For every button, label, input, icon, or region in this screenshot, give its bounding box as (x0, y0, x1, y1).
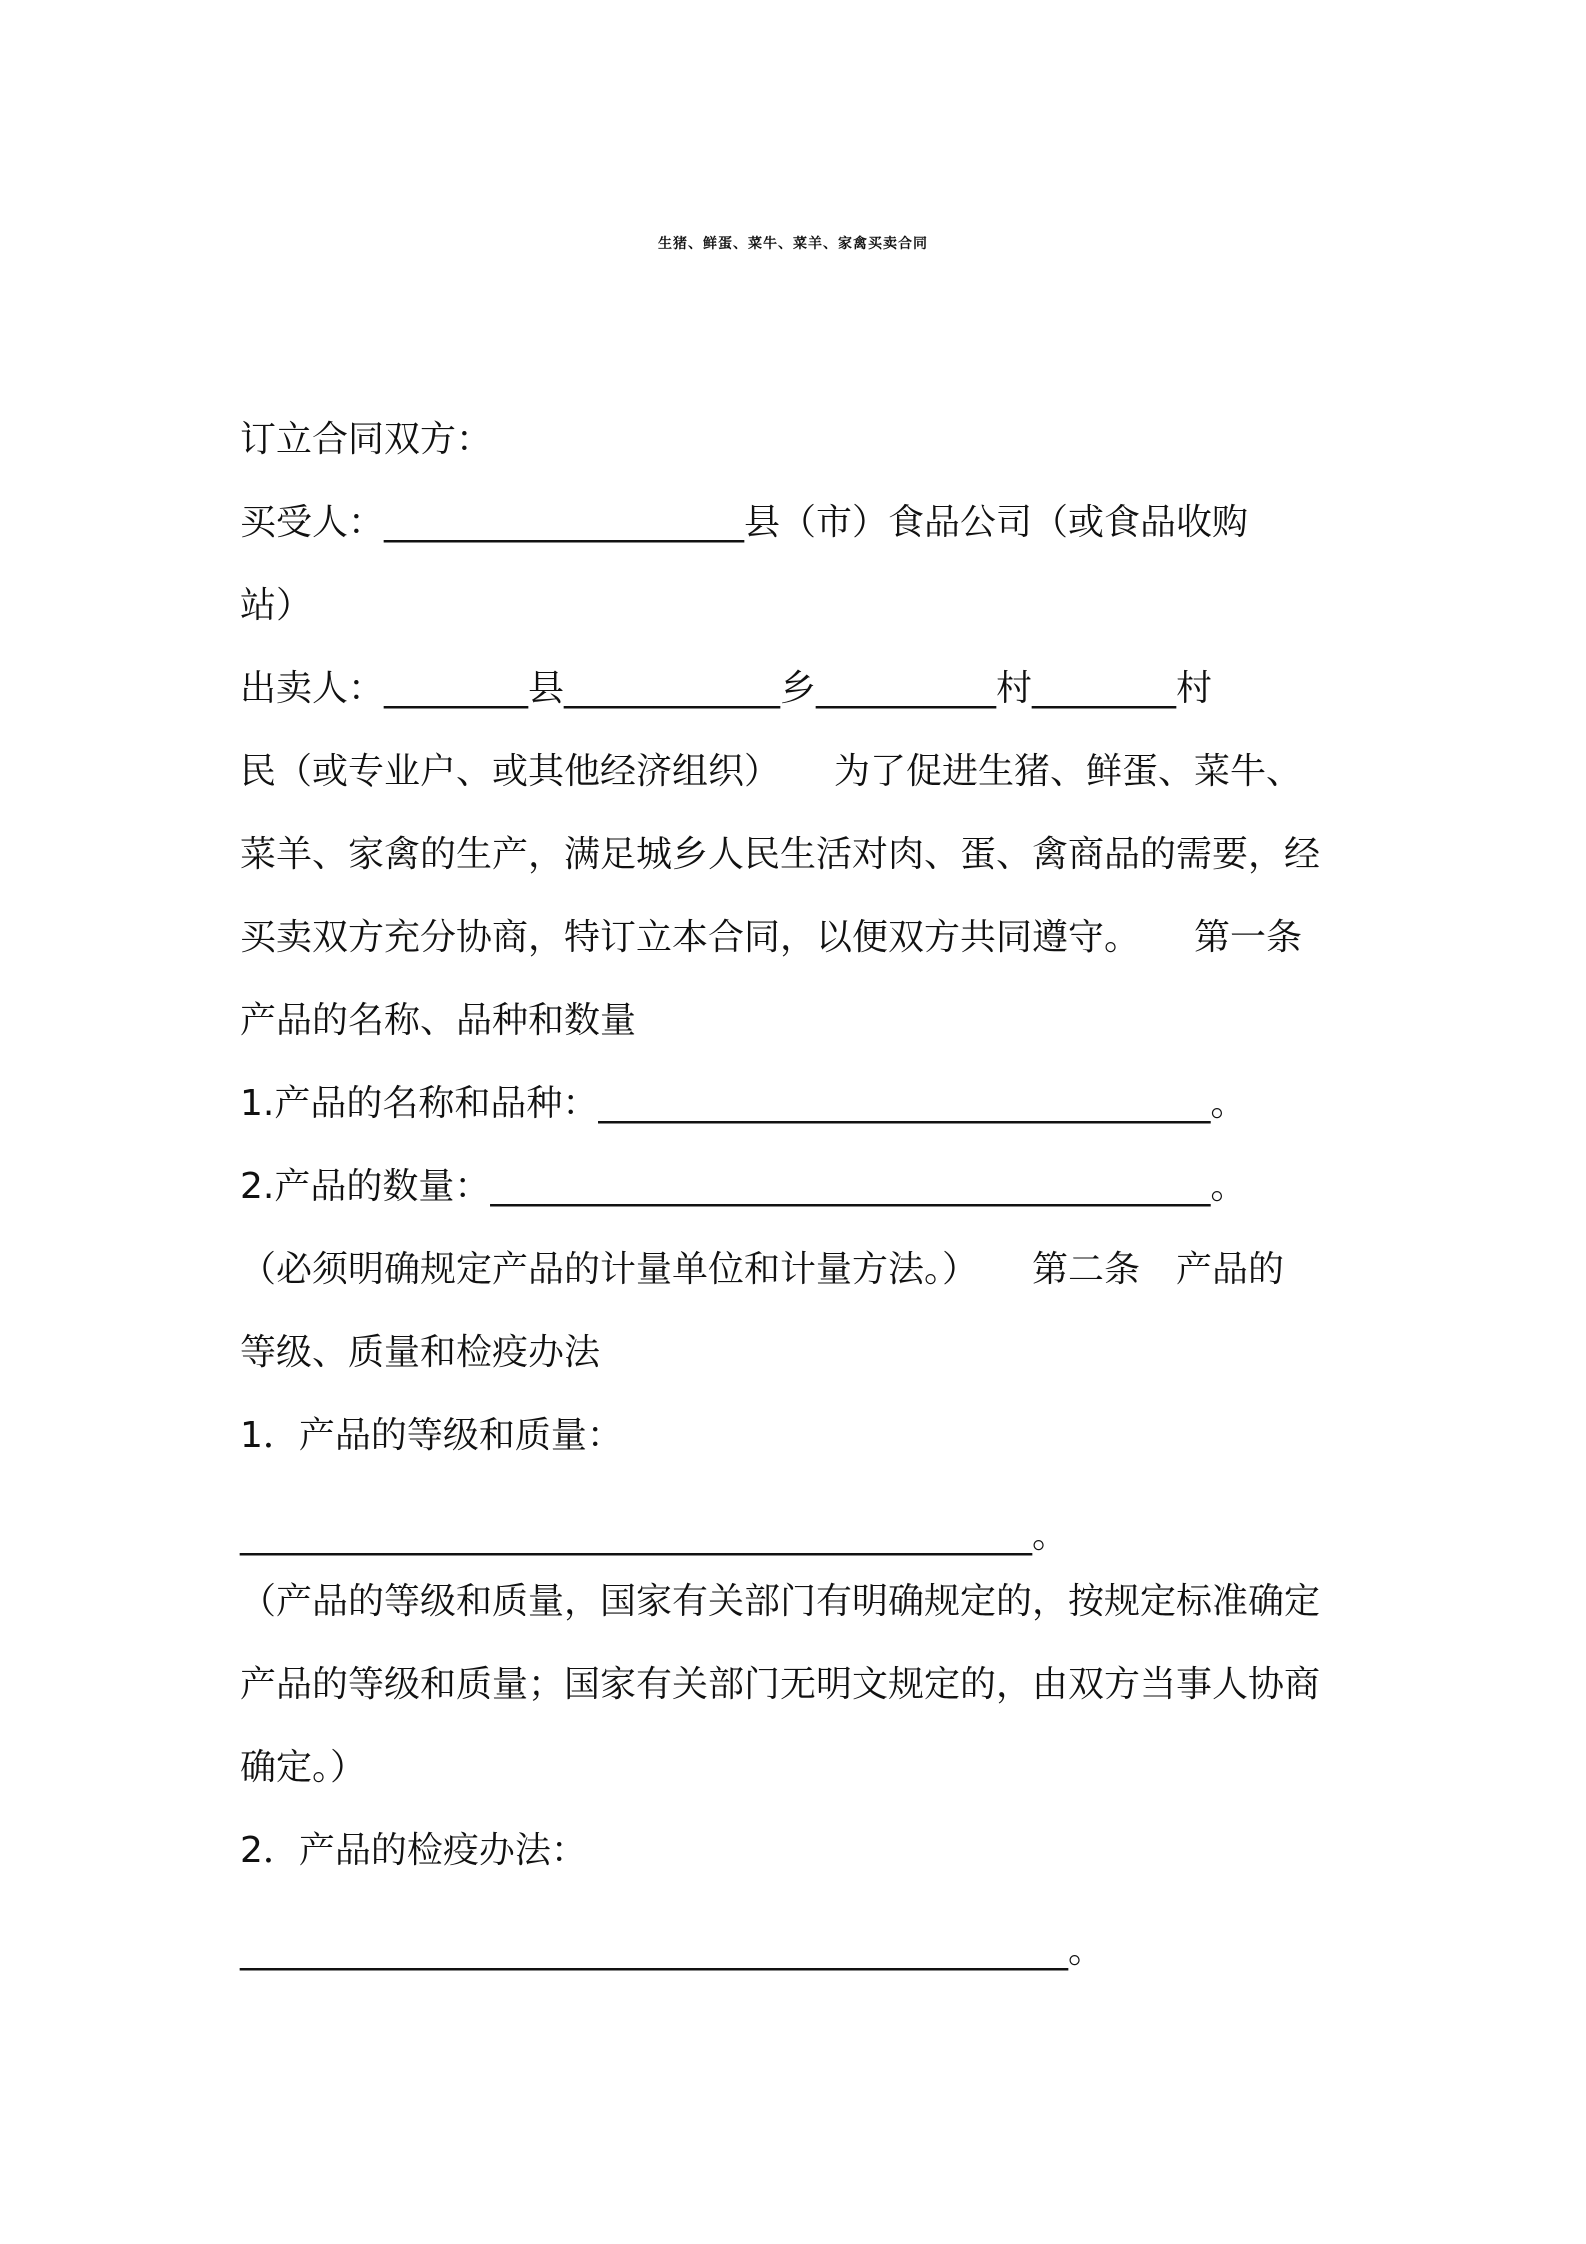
seller-line: 出卖人：________县____________乡__________村________村 (240, 668, 1213, 709)
article-2-item-2: 2．产品的检疫办法： (240, 1830, 587, 1871)
article-1-item-1: 1.产品的名称和品种：__________________________________。 (240, 1083, 1247, 1124)
article-1-item-2: 2.产品的数量：________________________________________。 (240, 1166, 1247, 1207)
article-2-note-3: 确定。） (240, 1747, 367, 1788)
article-2-item-1: 1．产品的等级和质量： (240, 1415, 623, 1456)
preamble-line-1: 民（或专业户、或其他经济组织） 为了促进生猪、鲜蛋、菜牛、 (240, 751, 1303, 792)
preamble-line-3: 买卖双方充分协商，特订立本合同，以便双方共同遵守。 第一条 (240, 917, 1303, 958)
buyer-line-cont: 站） (240, 585, 313, 626)
article-1-heading: 产品的名称、品种和数量 (240, 1000, 637, 1041)
document-title: 生猪、鲜蛋、菜牛、菜羊、家禽买卖合同 (658, 236, 928, 252)
preamble-line-2: 菜羊、家禽的生产，满足城乡人民生活对肉、蛋、禽商品的需要，经 (240, 834, 1321, 875)
parties-heading: 订立合同双方： (240, 419, 493, 460)
buyer-line: 买受人：____________________县（市）食品公司（或食品收购 (240, 502, 1249, 543)
article-1-note: （必须明确规定产品的计量单位和计量方法。） 第二条 产品的 (240, 1249, 1285, 1290)
article-2-note-1: （产品的等级和质量，国家有关部门有明确规定的，按规定标准确定 (240, 1581, 1321, 1622)
article-2-note-2: 产品的等级和质量；国家有关部门无明文规定的，由双方当事人协商 (240, 1664, 1321, 1705)
article-2-item-1-blank: ____________________________________________。 (240, 1515, 1068, 1556)
article-2-item-2-blank: ______________________________________________。 (240, 1930, 1104, 1971)
article-2-heading: 等级、质量和检疫办法 (240, 1332, 601, 1373)
